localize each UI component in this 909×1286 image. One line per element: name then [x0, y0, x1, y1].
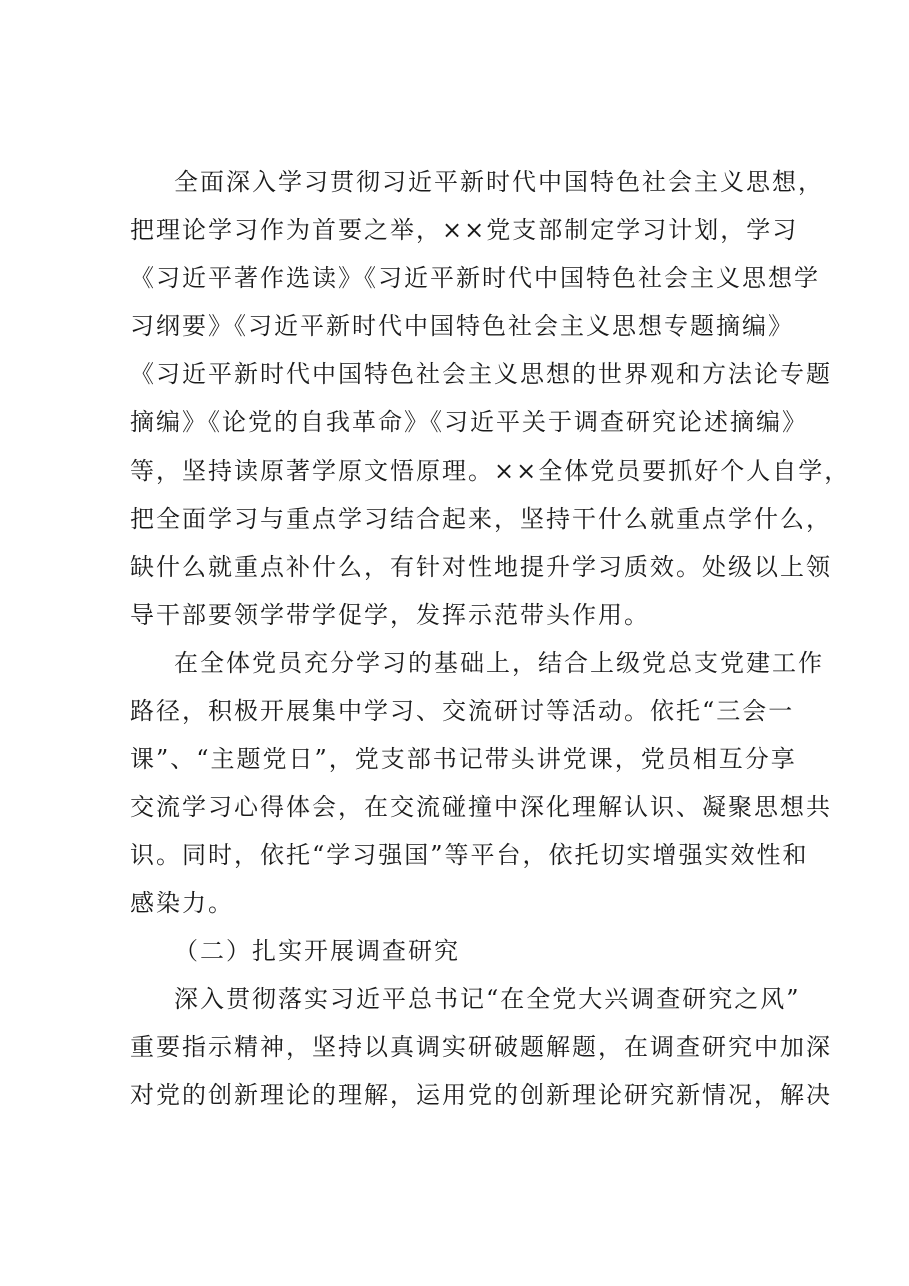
paragraph-1-line-8: 把全面学习与重点学习结合起来，坚持干什么就重点学什么， [130, 505, 832, 533]
paragraph-1-line-6: 摘编》《论党的自我革命》《习近平关于调查研究论述摘编》 [130, 408, 808, 436]
section-heading: （二）扎实开展调查研究 [174, 937, 460, 965]
paragraph-1-line-7: 等，坚持读原著学原文悟原理。××全体党员要抓好个人自学， [130, 457, 851, 485]
paragraph-2-line-3: 课”、“主题党日”，党支部书记带头讲党课，党员相互分享 [130, 745, 797, 773]
paragraph-3-line-2: 重要指示精神，坚持以真调实研破题解题，在调查研究中加深 [130, 1033, 832, 1061]
paragraph-2-line-1: 在全体党员充分学习的基础上，结合上级党总支党建工作 [174, 649, 824, 677]
paragraph-1-line-1: 全面深入学习贯彻习近平新时代中国特色社会主义思想， [174, 168, 824, 196]
paragraph-2-line-4: 交流学习心得体会，在交流碰撞中深化理解认识、凝聚思想共 [130, 793, 832, 821]
paragraph-1-line-9: 缺什么就重点补什么，有针对性地提升学习质效。处级以上领 [130, 553, 832, 581]
paragraph-2-line-6: 感染力。 [130, 889, 234, 917]
paragraph-1-line-2: 把理论学习作为首要之举，××党支部制定学习计划，学习 [130, 216, 799, 244]
paragraph-1-line-4: 习纲要》《习近平新时代中国特色社会主义思想专题摘编》 [130, 312, 794, 340]
paragraph-3-line-1: 深入贯彻落实习近平总书记“在全党大兴调查研究之风” [174, 985, 801, 1013]
paragraph-1-line-5: 《习近平新时代中国特色社会主义思想的世界观和方法论专题 [130, 360, 832, 388]
paragraph-2-line-2: 路径，积极开展集中学习、交流研讨等活动。依托“三会一 [130, 697, 795, 725]
paragraph-3-line-3: 对党的创新理论的理解，运用党的创新理论研究新情况，解决 [130, 1081, 832, 1109]
paragraph-1-line-10: 导干部要领学带学促学，发挥示范带头作用。 [130, 601, 650, 629]
paragraph-2-line-5: 识。同时，依托“学习强国”等平台，依托切实增强实效性和 [130, 841, 809, 869]
paragraph-1-line-3: 《习近平著作选读》《习近平新时代中国特色社会主义思想学 [130, 264, 820, 292]
